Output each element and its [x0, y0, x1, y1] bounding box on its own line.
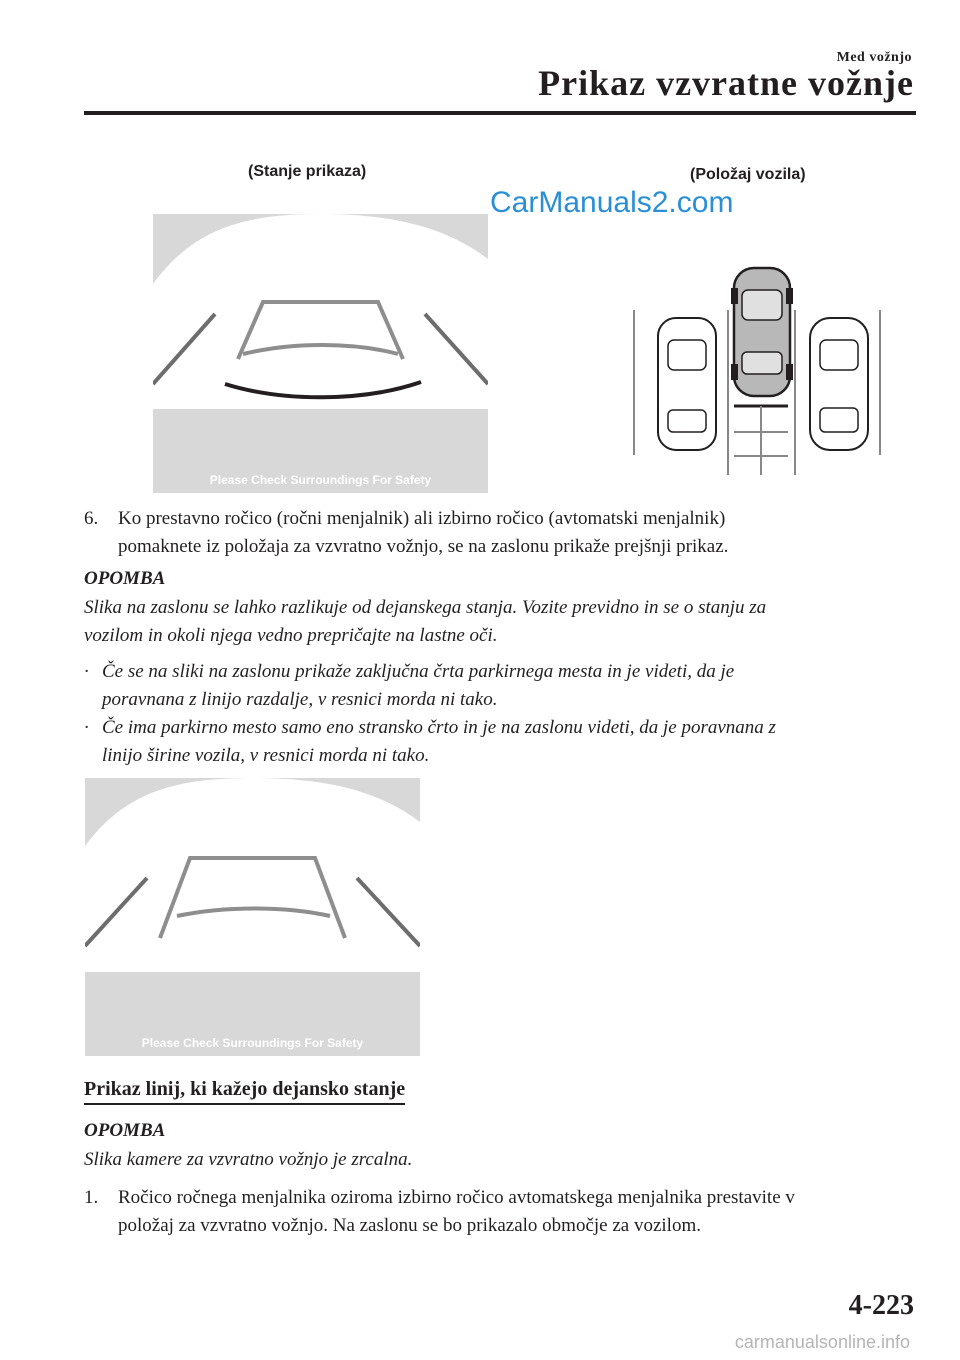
rear-view-guide-lines-2 [85, 778, 420, 1056]
note-text-2: Slika kamere za vzvratno vožnjo je zrcalna. [84, 1149, 413, 1170]
section-heading: Prikaz linij, ki kažejo dejansko stanje [84, 1078, 405, 1105]
header-divider [84, 111, 916, 115]
note-bullet-1 [84, 658, 734, 686]
section-label: Med vožnjo [836, 50, 912, 65]
note-line-1: Slika na zaslonu se lahko razlikuje od dejanskega stanja. Vozite previdno in se o stanju za [84, 597, 767, 618]
rear-camera-screen [153, 214, 488, 493]
note-bullet-2 [84, 714, 776, 742]
step-6-line-2: pomaknete iz položaja za vzvratno vožnjo, se na zaslonu prikaže prejšnji prikaz. [118, 536, 729, 557]
step-1-line-2: položaj za vzvratno vožnjo. Na zaslonu se bo prikazalo območje za vozilom. [118, 1215, 701, 1236]
bullet-marker: · [84, 661, 89, 682]
step-6-line-1: Ko prestavno ročico (ročni menjalnik) ali izbirno ročico (avtomatski menjalnik) [118, 508, 726, 529]
display-state-caption: (Stanje prikaza) [248, 163, 367, 180]
step-1-line-1: Ročico ročnega menjalnika oziroma izbirno ročico avtomatskega menjalnika prestavite v [118, 1187, 795, 1208]
watermark-text: CarManuals2.com [490, 186, 734, 219]
bullet-marker: · [84, 717, 89, 738]
note-heading: OPOMBA [84, 568, 166, 589]
step-6-number: 6. [84, 508, 99, 529]
footer-watermark: carmanualsonline.info [734, 1332, 910, 1352]
note-heading-2: OPOMBA [84, 1120, 166, 1141]
note-line-2: vozilom in okoli njega vedno prepričajte na lastne oči. [84, 625, 498, 646]
bullet-1-line-1: Če se na sliki na zaslonu prikaže zaključna črta parkirnega mesta in je videti, da je [102, 661, 735, 682]
bullet-1-line-2: poravnana z linijo razdalje, v resnici morda ni tako. [102, 689, 498, 710]
bullet-2-line-1: Če ima parkirno mesto samo eno stransko črto in je na zaslonu videti, da je poravnana z [102, 717, 776, 738]
screen-caption-2: Please Check Surroundings For Safety [141, 1036, 364, 1050]
screen-caption: Please Check Surroundings For Safety [209, 473, 432, 487]
rear-camera-screen-2 [85, 778, 420, 1056]
step-1-number: 1. [84, 1187, 99, 1208]
page-number: 4-223 [848, 1290, 914, 1321]
bullet-2-line-2: linijo širine vozila, v resnici morda ni tako. [102, 745, 430, 766]
vehicle-position-diagram [630, 260, 885, 475]
rear-view-guide-lines [153, 214, 488, 493]
page-title: Prikaz vzvratne vožnje [538, 63, 914, 103]
vehicle-position-caption: (Položaj vozila) [690, 166, 806, 183]
